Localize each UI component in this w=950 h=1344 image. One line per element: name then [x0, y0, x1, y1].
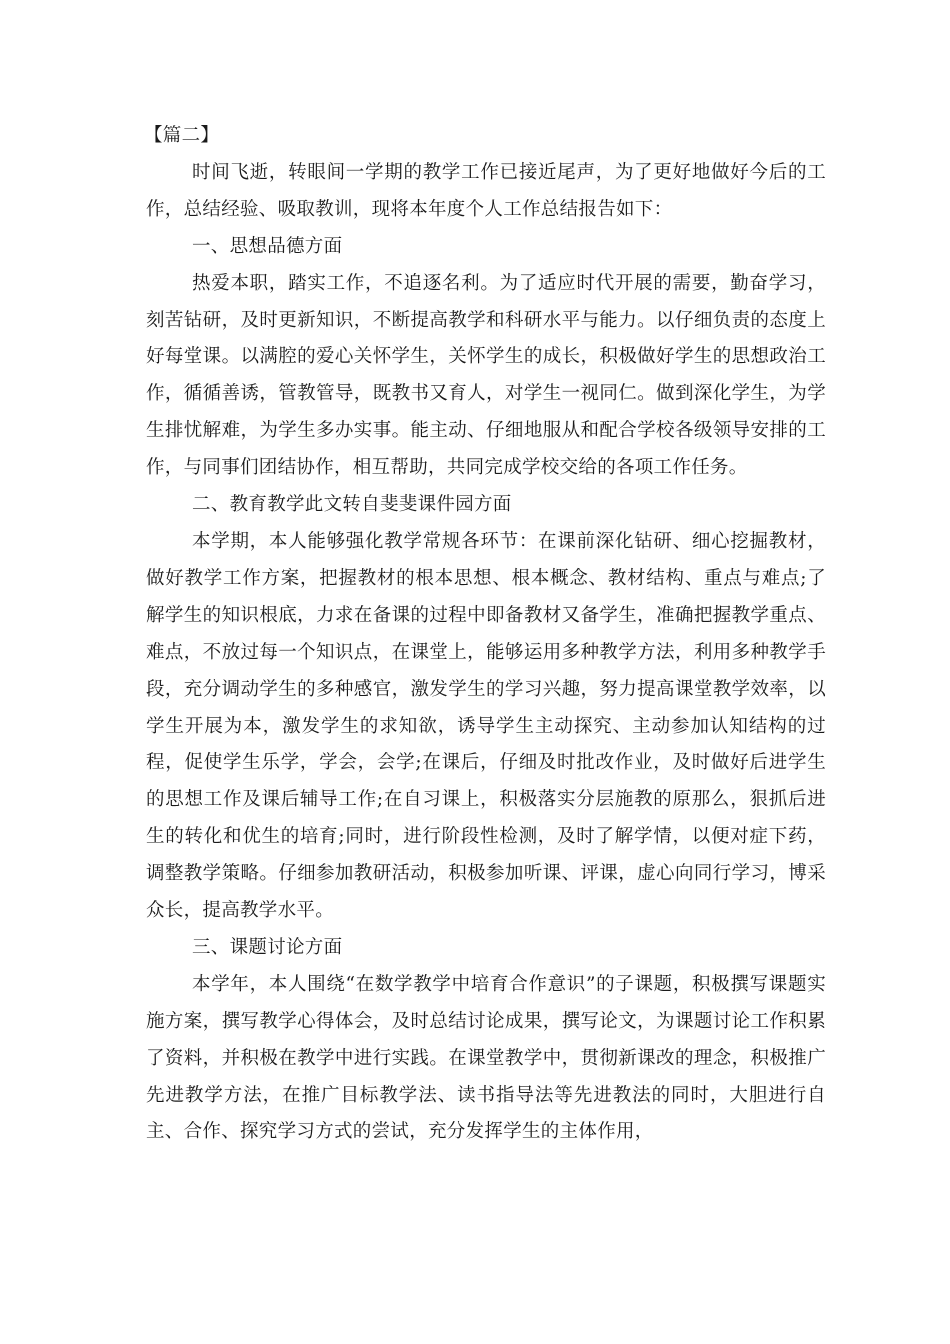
document-page	[146, 118, 826, 1151]
section-title: 【篇二】	[144, 125, 220, 146]
intro-paragraph: 时间飞逝，转眼间一学期的教学工作已接近尾声，为了更好地做好今后的工作，总结经验、吸取教训，现将本年度个人工作总结报告如下：	[146, 161, 826, 220]
paragraph-moral-character: 热爱本职，踏实工作，不追逐名利。为了适应时代开展的需要，勤奋学习，刻苦钻研，及时更新知识，不断提高教学和科研水平与能力。以仔细负责的态度上好每堂课。以满腔的爱心关怀学生，关怀学生的成长，积极做好学生的思想政治工作，循循善诱，管教管导，既教书又育人，对学生一视同仁。做到深化学生，为学生排忧解难，为学生多办实事。能主动、仔细地服从和配合学校各级领导安排的工作，与同事们团结协作，相互帮助，共同完成学校交给的各项工作任务。	[146, 272, 826, 479]
heading-teaching: 二、教育教学此文转自斐斐课件园方面	[192, 494, 512, 516]
paragraph-research: 本学年，本人围绕“在数学教学中培育合作意识”的子课题，积极撰写课题实施方案，撰写教学心得体会，及时总结讨论成果，撰写论文，为课题讨论工作积累了资料，并积极在教学中进行实践。在课堂教学中，贯彻新课改的理念，积极推广先进教学方法，在推广目标教学法、读书指导法等先进教法的同时，大胆进行自主、合作、探究学习方式的尝试，充分发挥学生的主体作用，	[146, 973, 826, 1143]
paragraph-teaching: 本学期，本人能够强化教学常规各环节：在课前深化钻研、细心挖掘教材，做好教学工作方案，把握教材的根本思想、根本概念、教材结构、重点与难点;了解学生的知识根底，力求在备课的过程中即备教材又备学生，准确把握教学重点、难点，不放过每一个知识点，在课堂上，能够运用多种教学方法，利用多种教学手段，充分调动学生的多种感官，激发学生的学习兴趣，努力提高课堂教学效率，以学生开展为本，激发学生的求知欲，诱导学生主动探究、主动参加认知结构的过程，促使学生乐学，学会，会学;在课后，仔细及时批改作业，及时做好后进学生的思想工作及课后辅导工作;在自习课上，积极落实分层施教的原那么，狠抓后进生的转化和优生的培育;同时，进行阶段性检测，及时了解学情，以便对症下药，调整教学策略。仔细参加教研活动，积极参加听课、评课，虚心向同行学习，博采众长，提高教学水平。	[146, 530, 826, 922]
heading-research: 三、课题讨论方面	[192, 936, 343, 958]
heading-moral-character: 一、思想品德方面	[192, 235, 343, 257]
